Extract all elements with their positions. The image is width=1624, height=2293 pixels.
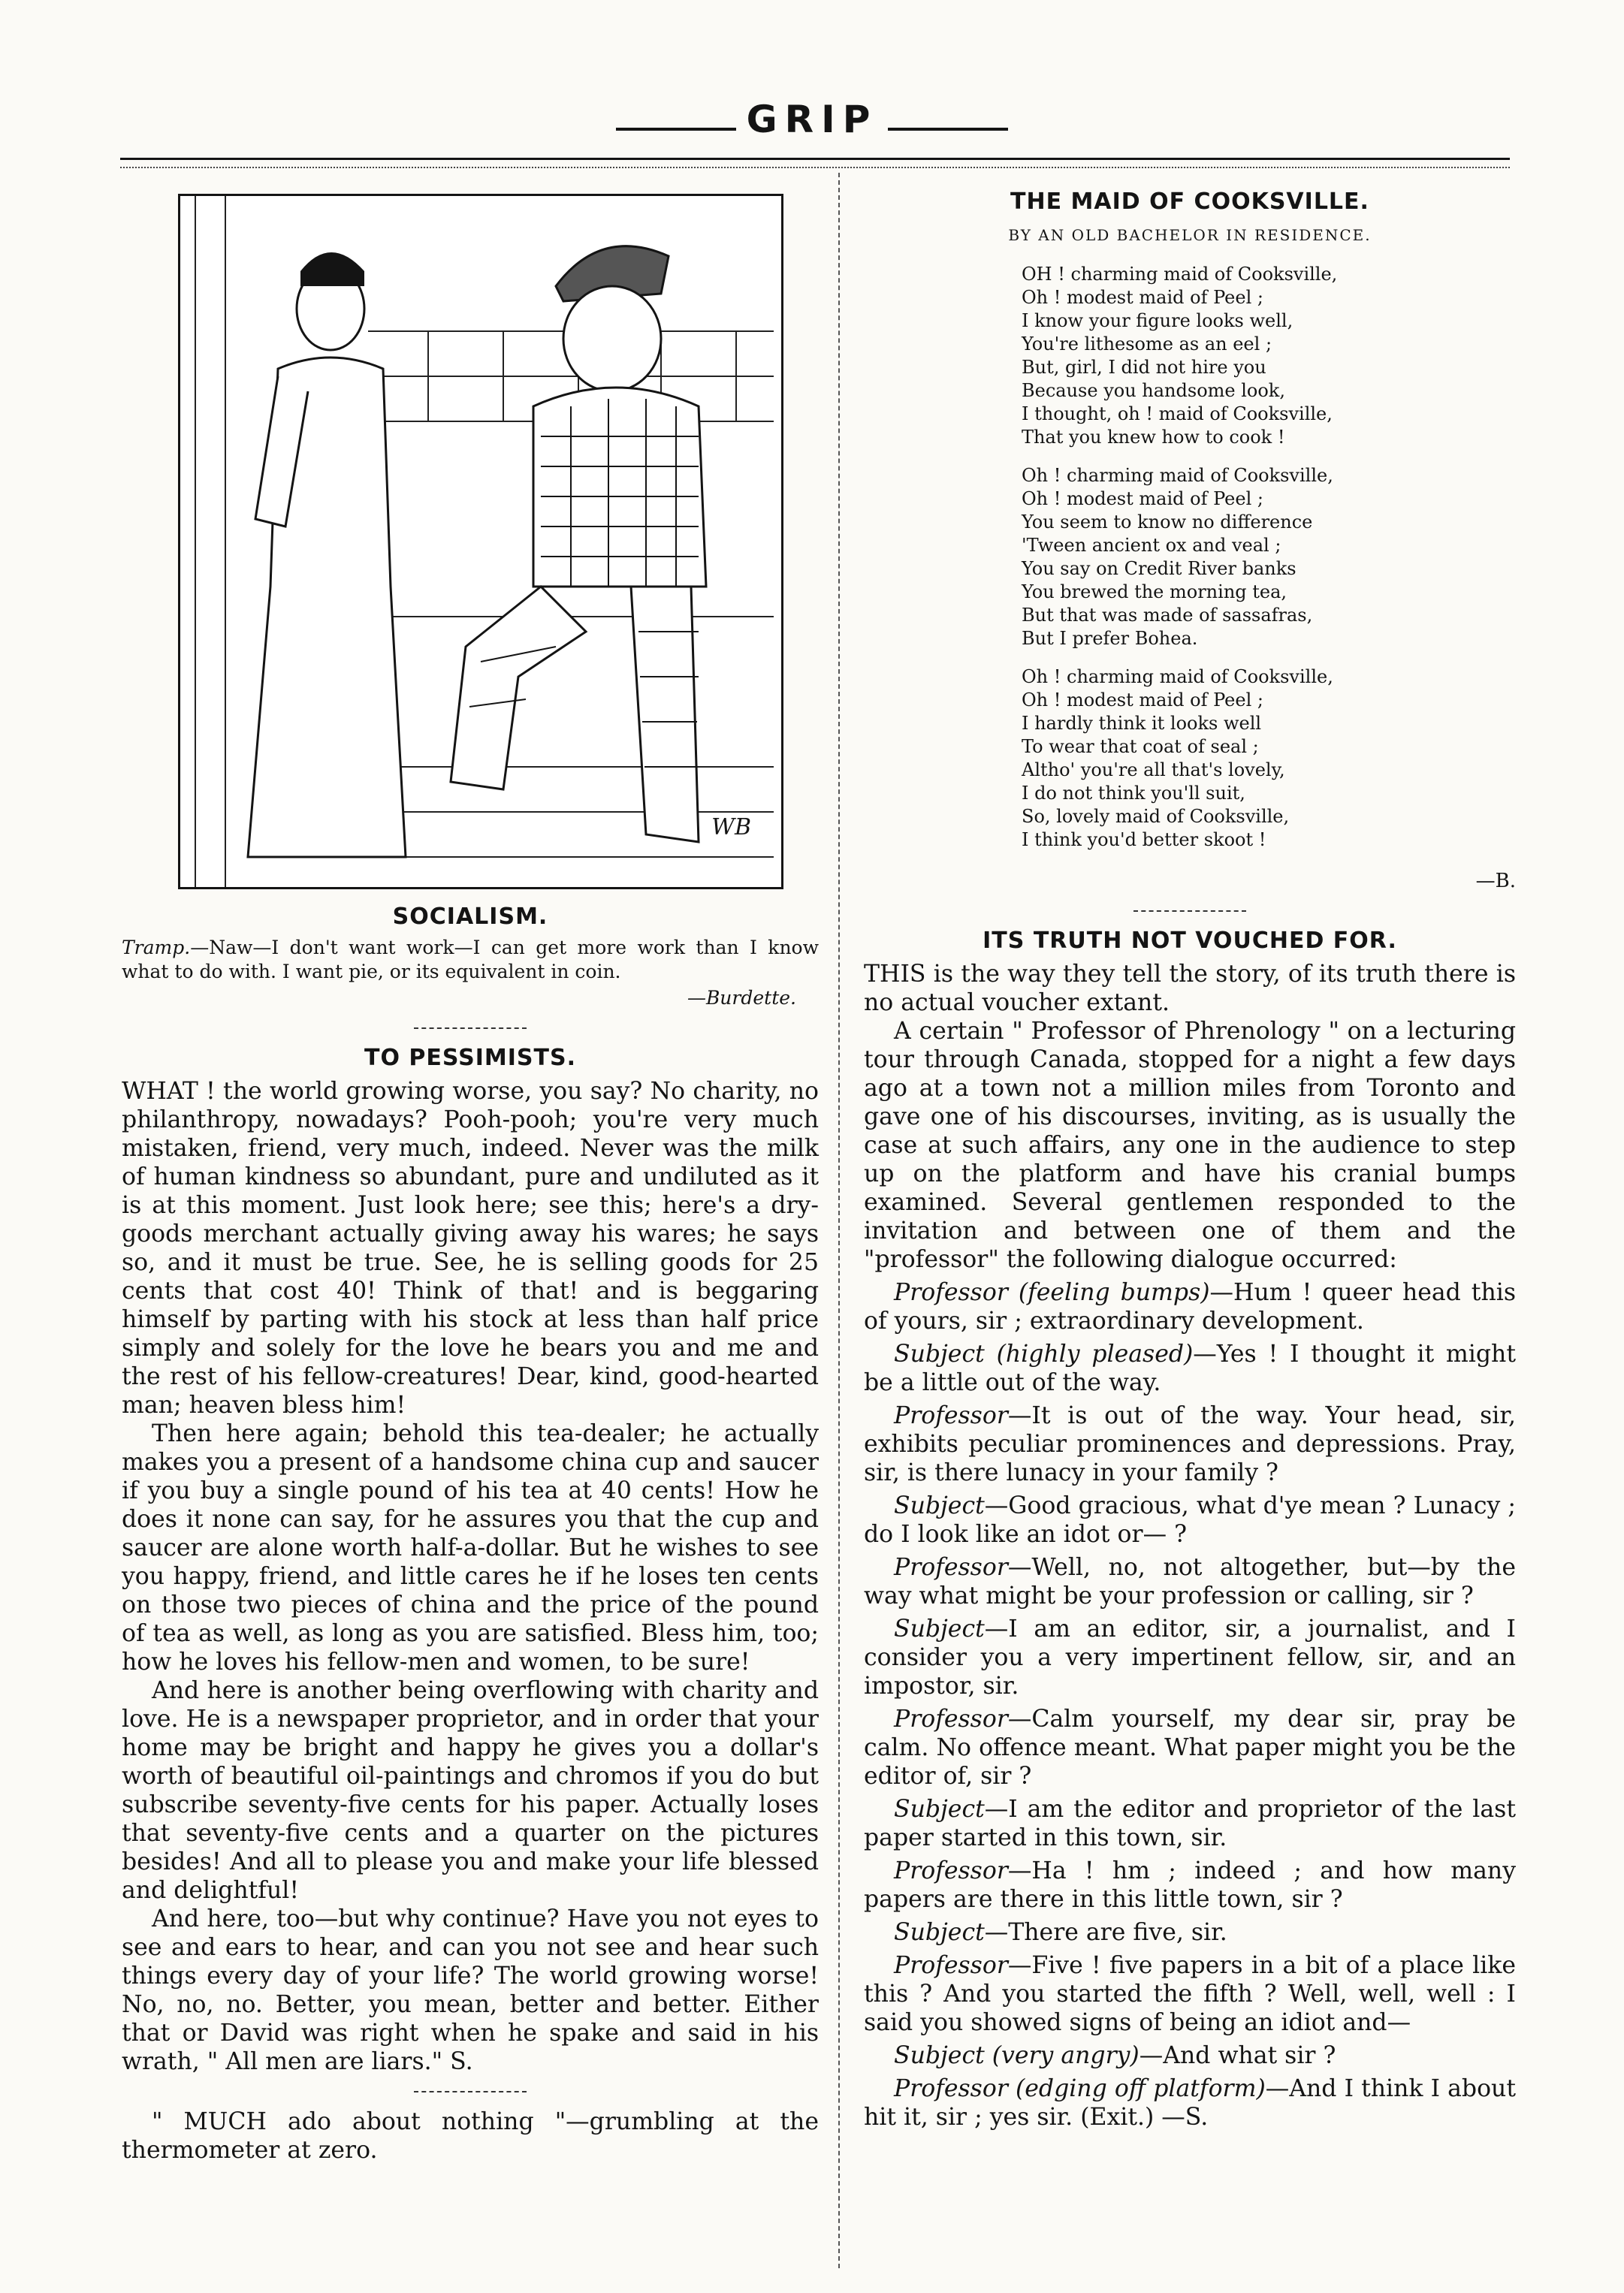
separator (414, 1027, 527, 1029)
poem-line: 'Tween ancient ox and veal ; (1022, 535, 1281, 556)
poem-line: I thought, oh ! maid of Cooksville, (1022, 403, 1333, 424)
dialogue-line (864, 1492, 1516, 1549)
dialogue-speaker: Professor (edging off platform) (894, 2075, 1266, 2102)
poem-line: I know your figure looks well, (1022, 310, 1293, 331)
dialogue-text: —And I think I about hit it, sir ; yes sir. (Exit.) —S. (864, 2075, 1517, 2131)
truth-intro-2: A certain " Professor of Phrenology " on a lecturing tour through Canada, stopped for a night a few days ago at a town not a million miles from Toronto and gave one of his discourses, inviting, as is usually the case at such affairs, any one in the audience to step up on the platform and have his cranial bumps examined. Several gentlemen responded to the invitation and between one of them and the "professor" the following dialogue occurred: (864, 1018, 1516, 1273)
dialogue-speaker: Professor (feeling bumps) (894, 1279, 1210, 1306)
dialogue-text: —Good gracious, what d'ye mean ? Lunacy ; do I look like an idot or— ? (864, 1492, 1516, 1548)
dialogue-text: —Calm yourself, my dear sir, pray be calm. No offence meant. What paper might you be the editor of, sir ? (864, 1706, 1516, 1790)
illustration-drawing (180, 196, 781, 887)
caption-body: —Naw—I don't want work—I can get more work than I know what to do with. I want pie, or its equivalent in coin. (122, 937, 819, 982)
pessimists-paragraph-3: And here is another being overflowing with charity and love. He is a newspaper proprietor, and in order that your home may be bright and happy he gives you a dollar's worth of beautiful oil-paintings and chromos if you do but subscribe seventy-five cents for his paper. Actually loses that seventy-five cents and a quarter on the pictures besides! And all to please you and make your life blessed and delightful! (122, 1677, 819, 1904)
dialogue-text: —I am an editor, sir, a journalist, and I consider you a very impertinent fellow, sir, and an impostor, sir. (864, 1616, 1516, 1700)
dialogue-text: —Well, no, not altogether, but—by the way what might be your profession or calling, sir ? (864, 1554, 1516, 1610)
dialogue-speaker: Professor (894, 1857, 1008, 1884)
poem-line: To wear that coat of seal ; (1022, 736, 1259, 757)
masthead-rule-left (616, 128, 736, 131)
poem (1022, 263, 1516, 852)
column-divider (838, 173, 840, 2268)
poem-line: Altho' you're all that's lovely, (1022, 759, 1285, 780)
dialogue-line (864, 2041, 1516, 2070)
caption-credit: —Burdette. (687, 987, 796, 1009)
pessimists-paragraph-1: WHAT ! the world growing worse, you say? No charity, no philanthropy, nowadays? Pooh-pooh; you're very much mistaken, friend, very much, indeed. Never was the milk of human kindness so abundant, pure and undiluted as it is at this moment. Just look here; see this; here's a dry-goods merchant actually giving away his wares; he says so, and it must be true. See, he is selling goods for 25 cents that cost 40! Think of that! and is beggaring himself by parting with his stock at less than half price simply and solely for the love he bears you and me and the rest of his fellow-creatures! Dear, kind, good-hearted man; heaven bless him! (122, 1078, 819, 1419)
poem-line: OH ! charming maid of Cooksville, (1022, 264, 1338, 285)
dialogue-text: —Ha ! hm ; indeed ; and how many papers are there in this little town, sir ? (864, 1857, 1516, 1913)
poem-line: But, girl, I did not hire you (1022, 357, 1266, 378)
poem-line: But that was made of sassafras, (1022, 605, 1313, 626)
dialogue-text: —There are five, sir. (984, 1919, 1227, 1946)
separator (1133, 910, 1246, 912)
poem-line: Oh ! modest maid of Peel ; (1022, 488, 1263, 509)
header-rule (120, 158, 1510, 160)
illustrator-signature: WB (711, 814, 751, 840)
socialism-illustration (178, 194, 783, 889)
masthead-rule-right (888, 128, 1008, 131)
poem-line: That you knew how to cook ! (1022, 427, 1285, 448)
poem-signature: —B. (1475, 870, 1516, 892)
caption-title: SOCIALISM. (392, 904, 548, 930)
truth-title: ITS TRUTH NOT VOUCHED FOR. (983, 928, 1397, 954)
masthead (0, 98, 1624, 141)
dialogue-line (864, 1553, 1516, 1610)
left-column (122, 180, 819, 2165)
dialogue-line (864, 1278, 1516, 1335)
poem-line: So, lovely maid of Cooksville, (1022, 806, 1290, 827)
dialogue-line (864, 1857, 1516, 1914)
thermometer-note: " MUCH ado about nothing "—grumbling at the thermometer at zero. (122, 2108, 819, 2164)
poem-stanza-3 (1022, 665, 1516, 852)
dialogue-text: —Hum ! queer head this of yours, sir ; extraordinary development. (864, 1279, 1516, 1335)
dialogue-line (864, 1795, 1516, 1852)
dialogue-text: —Five ! five papers in a bit of a place like this ? And you started the fifth ? Well, well, well : I said you showed signs of being an idiot and— (864, 1952, 1516, 2036)
dialogue-speaker: Subject (894, 1616, 985, 1643)
pessimists-paragraph-2: Then here again; behold this tea-dealer; he actually makes you a present of a handsome china cup and saucer if you buy a single pound of his tea at 40 cents! How he does it none can say, for he assures you that the cup and saucer are alone worth half-a-dollar. But he wishes to see you happy, friend, and little cares he if he loses ten cents on those two pieces of china and the price of the pound of tea as well, as long as you are satisfied. Bless him, too; how he loves his fellow-men and women, to be sure! (122, 1420, 819, 1676)
poem-line: You seem to know no difference (1022, 511, 1313, 533)
truth-intro-1: THIS is the way they tell the story, of its truth there is no actual voucher extant. (864, 961, 1516, 1016)
dialogue-speaker: Subject (894, 1492, 985, 1519)
poem-line: I do not think you'll suit, (1022, 783, 1245, 804)
poem-line: But I prefer Bohea. (1022, 628, 1198, 649)
dialogue-text: —And what sir ? (1139, 2042, 1336, 2069)
poem-line: I hardly think it looks well (1022, 713, 1262, 734)
poem-line: Oh ! charming maid of Cooksville, (1022, 666, 1333, 687)
caption-speaker: Tramp. (122, 937, 191, 958)
pessimists-title: TO PESSIMISTS. (364, 1045, 576, 1071)
masthead-title: GRIP (746, 98, 878, 141)
dialogue-text: —Yes ! I thought it might be a little out of the way. (864, 1341, 1516, 1396)
pessimists-paragraph-4: And here, too—but why continue? Have you not eyes to see and ears to hear, and can you not see and hear such things every day of your life? The world growing worse! No, no, no. Better, you mean, better and better. Either that or David was right when he spake and said in his wrath, " All men are liars." S. (122, 1905, 819, 2075)
dialogue-line (864, 1705, 1516, 1791)
poem-line: Oh ! modest maid of Peel ; (1022, 287, 1263, 308)
dialogue-line (864, 2074, 1516, 2132)
dialogue-line (864, 1951, 1516, 2037)
dialogue-speaker: Professor (894, 1554, 1008, 1581)
dialogue-speaker: Subject (very angry) (894, 2042, 1140, 2069)
dialogue-line (864, 1615, 1516, 1700)
header-dotted-rule (120, 167, 1510, 168)
dialogue-text: —It is out of the way. Your head, sir, exhibits peculiar prominences and depressions. Pray, sir, is there lunacy in your family ? (864, 1402, 1516, 1486)
poem-line: You're lithesome as an eel ; (1022, 333, 1272, 355)
poem-title: THE MAID OF COOKSVILLE. (1010, 189, 1369, 215)
dialogue-line (864, 1401, 1516, 1487)
poem-line: Oh ! charming maid of Cooksville, (1022, 465, 1333, 486)
dialogue-speaker: Professor (894, 1952, 1008, 1979)
right-column (864, 180, 1516, 2136)
caption-text (122, 936, 819, 984)
poem-line: Oh ! modest maid of Peel ; (1022, 689, 1263, 711)
poem-line: You brewed the morning tea, (1022, 581, 1287, 602)
poem-stanza-1 (1022, 263, 1516, 449)
dialogue-speaker: Professor (894, 1706, 1008, 1733)
separator (414, 2091, 527, 2092)
poem-line: Because you handsome look, (1022, 380, 1285, 401)
dialogue-speaker: Subject (highly pleased) (894, 1341, 1194, 1368)
dialogue-text: —I am the editor and proprietor of the last paper started in this town, sir. (864, 1796, 1516, 1851)
dialogue-speaker: Subject (894, 1919, 985, 1946)
poem-line: I think you'd better skoot ! (1022, 829, 1266, 850)
poem-stanza-2 (1022, 464, 1516, 650)
poem-byline: BY AN OLD BACHELOR IN RESIDENCE. (1008, 226, 1372, 244)
dialogue-speaker: Professor (894, 1402, 1008, 1429)
dialogue-line (864, 1918, 1516, 1947)
dialogue-speaker: Subject (894, 1796, 985, 1823)
dialogue-line (864, 1340, 1516, 1397)
poem-line: You say on Credit River banks (1022, 558, 1296, 579)
